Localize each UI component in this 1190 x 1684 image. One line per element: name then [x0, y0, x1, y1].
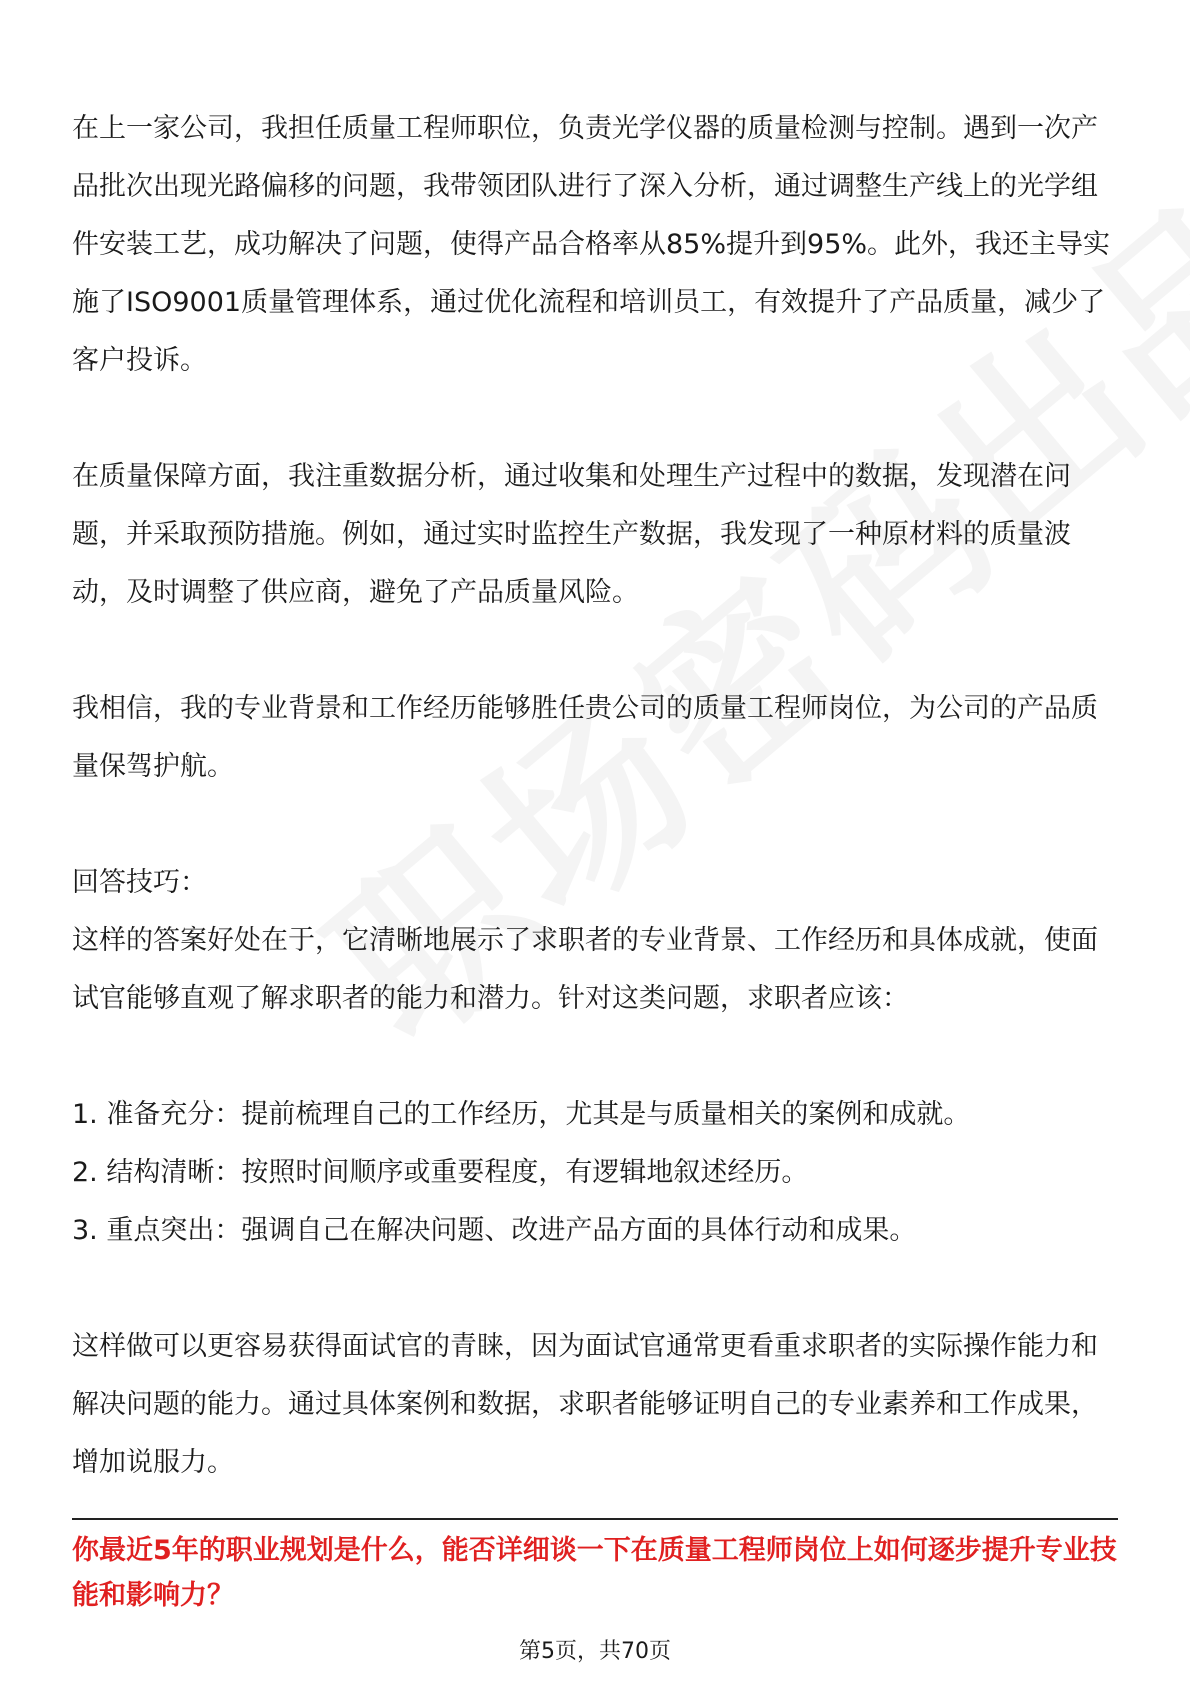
- tips-list: [72, 1086, 1118, 1260]
- tips-list-item: 3. 重点突出：强调自己在解决问题、改进产品方面的具体行动和成果。: [72, 1215, 917, 1246]
- paragraph-spacer: [72, 1260, 1118, 1318]
- document-body: [72, 100, 1118, 1492]
- section-divider: [72, 1518, 1118, 1520]
- answer-paragraph-1: 在上一家公司，我担任质量工程师职位，负责光学仪器的质量检测与控制。遇到一次产品批次出现光路偏移的问题，我带领团队进行了深入分析，通过调整生产线上的光学组件安装工艺，成功解决了问题，使得产品合格率从85%提升到95%。此外，我还主导实施了ISO9001质量管理体系，通过优化流程和培训员工，有效提升了产品质量，减少了客户投诉。: [72, 113, 1111, 376]
- answer-paragraph-3: 我相信，我的专业背景和工作经历能够胜任贵公司的质量工程师岗位，为公司的产品质量保驾护航。: [72, 693, 1098, 782]
- tips-conclusion: 这样做可以更容易获得面试官的青睐，因为面试官通常更看重求职者的实际操作能力和解决问题的能力。通过具体案例和数据，求职者能够证明自己的专业素养和工作成果，增加说服力。: [72, 1331, 1098, 1478]
- paragraph-spacer: [72, 1028, 1118, 1086]
- paragraph-spacer: [72, 622, 1118, 680]
- paragraph-spacer: [72, 796, 1118, 854]
- answer-paragraph-2: 在质量保障方面，我注重数据分析，通过收集和处理生产过程中的数据，发现潜在问题，并采取预防措施。例如，通过实时监控生产数据，我发现了一种原材料的质量波动，及时调整了供应商，避免了产品质量风险。: [72, 461, 1071, 608]
- tips-heading: 回答技巧：: [72, 867, 207, 898]
- page-number: 第5页，共70页: [519, 1639, 671, 1664]
- paragraph-spacer: [72, 390, 1118, 448]
- tips-intro: 这样的答案好处在于，它清晰地展示了求职者的专业背景、工作经历和具体成就，使面试官能够直观了解求职者的能力和潜力。针对这类问题，求职者应该：: [72, 925, 1098, 1014]
- next-question-heading: 你最近5年的职业规划是什么，能否详细谈一下在质量工程师岗位上如何逐步提升专业技能和影响力？: [72, 1535, 1117, 1611]
- tips-list-item: 1. 准备充分：提前梳理自己的工作经历，尤其是与质量相关的案例和成就。: [72, 1099, 971, 1130]
- tips-list-item: 2. 结构清晰：按照时间顺序或重要程度，有逻辑地叙述经历。: [72, 1157, 809, 1188]
